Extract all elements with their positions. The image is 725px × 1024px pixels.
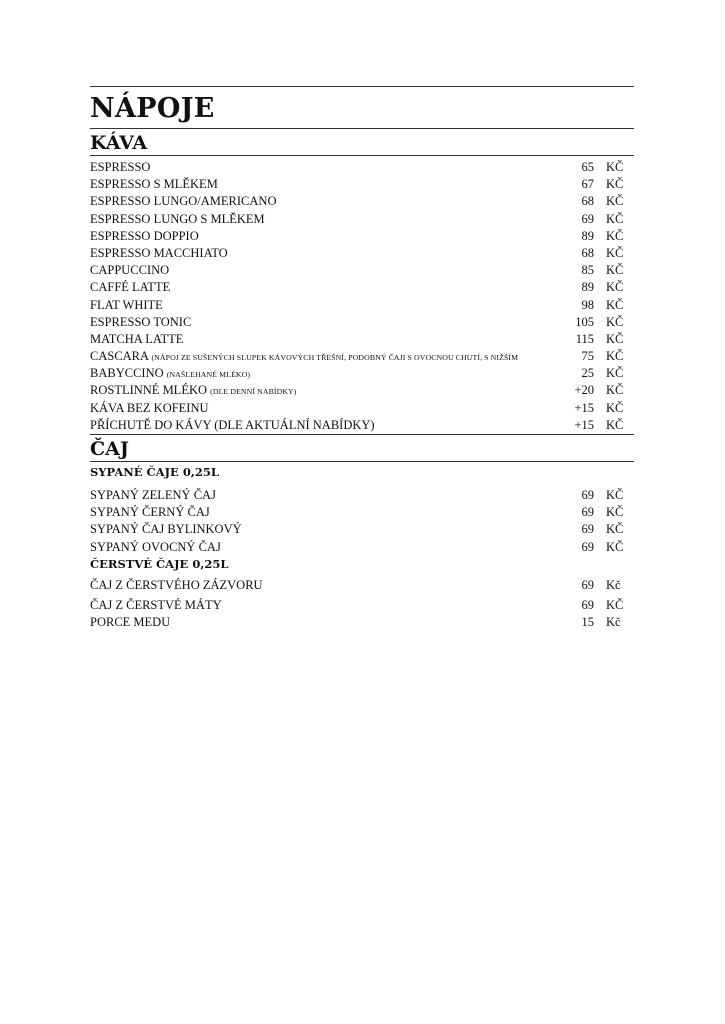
item-name: SYPANÝ ZELENÝ ČAJ <box>90 488 216 502</box>
item-name: ESPRESSO DOPPIO <box>90 228 199 243</box>
item-price: 15 <box>581 615 594 630</box>
item-price: 85 <box>581 263 594 278</box>
item-price: 69 <box>581 597 594 612</box>
item-price: 69 <box>581 488 594 502</box>
item-name: FLAT WHITE <box>90 297 163 312</box>
item-price: 68 <box>581 194 594 209</box>
menu-item-porce-medu <box>90 614 634 631</box>
item-price: 69 <box>581 505 594 520</box>
item-price: +15 <box>574 400 594 415</box>
item-currency: KČ <box>606 383 624 398</box>
menu-item-prichute-do-kavy <box>90 417 634 434</box>
item-name: PŘÍCHUTĚ DO KÁVY (DLE AKTUÁLNÍ NABÍDKY) <box>90 417 375 432</box>
item-price: 68 <box>581 245 594 260</box>
item-currency: KČ <box>606 211 624 226</box>
item-currency: KČ <box>606 177 624 192</box>
item-name: PORCE MEDU <box>90 615 171 630</box>
item-name: SYPANÝ ČERNÝ ČAJ <box>90 505 210 520</box>
menu-page <box>90 86 634 631</box>
menu-item-sypany-caj-bylinkovy <box>90 521 634 538</box>
menu-item-espresso-tonic <box>90 314 634 331</box>
item-name: CASCARA <box>90 349 149 364</box>
menu-item-espresso-s-mlekem <box>90 176 634 193</box>
menu-item-espresso-macchiato <box>90 245 634 262</box>
item-currency: KČ <box>606 228 624 243</box>
menu-item-cappuccino <box>90 262 634 279</box>
item-name: ČAJ Z ČERSTVÉHO ZÁZVORU <box>90 577 263 592</box>
item-name: SYPANÝ OVOCNÝ ČAJ <box>90 539 221 554</box>
item-currency: KČ <box>606 488 624 502</box>
item-currency: KČ <box>606 505 624 520</box>
item-name: ESPRESSO LUNGO/AMERICANO <box>90 194 277 209</box>
kava-section-title: KÁVA <box>90 132 148 154</box>
item-currency: Kč <box>606 615 621 630</box>
item-currency: KČ <box>606 400 624 415</box>
item-name: CAPPUCCINO <box>90 263 170 278</box>
item-name: KÁVA BEZ KOFEINU <box>90 400 209 415</box>
menu-item-caj-z-cerstveho-zazvoru <box>90 577 634 594</box>
page-title: NÁPOJE <box>90 93 215 124</box>
menu-item-espresso-lungo-s-mlekem <box>90 211 634 228</box>
item-price: 69 <box>581 522 594 537</box>
menu-item-flat-white <box>90 297 634 314</box>
item-currency: KČ <box>606 522 624 537</box>
item-name: ROSTLINNÉ MLÉKO <box>90 383 208 398</box>
item-currency: KČ <box>606 194 624 209</box>
item-currency: KČ <box>606 366 624 381</box>
item-name: ESPRESSO TONIC <box>90 314 192 329</box>
item-price: 25 <box>581 366 594 381</box>
item-price: +15 <box>574 417 594 432</box>
caj-divider <box>90 434 634 435</box>
item-price: 89 <box>581 280 594 295</box>
menu-item-sypany-cerny-caj <box>90 504 634 521</box>
item-currency: KČ <box>606 160 624 174</box>
item-name: ESPRESSO <box>90 160 151 174</box>
cerstve-caje-heading: ČERSTVÉ ČAJE 0,25L <box>90 556 229 571</box>
item-currency: KČ <box>606 417 624 432</box>
menu-item-babyccino <box>90 365 634 382</box>
menu-item-sypany-ovocny-caj <box>90 539 634 556</box>
kava-list <box>90 159 634 434</box>
item-currency: Kč <box>606 577 621 592</box>
item-name: BABYCCINO <box>90 366 164 381</box>
item-currency: KČ <box>606 331 624 346</box>
item-currency: KČ <box>606 297 624 312</box>
item-name: ČAJ Z ČERSTVÉ MÁTY <box>90 597 222 612</box>
item-name: ESPRESSO MACCHIATO <box>90 245 228 260</box>
menu-item-espresso-doppio <box>90 228 634 245</box>
sypane-caje-list <box>90 487 634 556</box>
menu-item-matcha-latte <box>90 331 634 348</box>
menu-item-rostlinne-mleko <box>90 382 634 399</box>
top-divider <box>90 86 634 87</box>
item-name: CAFFÉ LATTE <box>90 280 171 295</box>
menu-item-cascara <box>90 348 634 365</box>
item-currency: KČ <box>606 263 624 278</box>
item-price: 67 <box>581 177 594 192</box>
item-note: (NAŠLEHANÉ MLÉKO) <box>166 370 251 380</box>
item-name: SYPANÝ ČAJ BYLINKOVÝ <box>90 522 242 537</box>
item-price: 98 <box>581 297 594 312</box>
menu-item-caj-z-cerstve-maty <box>90 597 634 614</box>
item-currency: KČ <box>606 597 624 612</box>
item-name: ESPRESSO LUNGO S MLĚKEM <box>90 211 265 226</box>
item-currency: KČ <box>606 280 624 295</box>
item-currency: KČ <box>606 245 624 260</box>
item-price: 69 <box>581 211 594 226</box>
menu-item-kava-bez-kofeinu <box>90 400 634 417</box>
menu-item-espresso-lungo-americano <box>90 193 634 210</box>
item-price: 69 <box>581 539 594 554</box>
item-note: (NÁPOJ ZE SUŠENÝCH SLUPEK KÁVOVÝCH TŘEŠNÍ, PODOBNÝ ČAJI S OVOCNOU CHUTÍ, S NIŽŠÍM <box>151 353 519 363</box>
item-price: 75 <box>581 349 594 364</box>
item-price: 115 <box>575 331 594 346</box>
menu-item-sypany-zeleny-caj <box>90 487 634 504</box>
sypane-caje-heading: SYPANÉ ČAJE 0,25L <box>90 465 219 479</box>
item-price: 65 <box>581 160 594 174</box>
item-price: 105 <box>575 314 594 329</box>
item-name: MATCHA LATTE <box>90 331 184 346</box>
item-price: 89 <box>581 228 594 243</box>
cerstve-caje-list <box>90 577 634 632</box>
caj-section-title: ČAJ <box>90 438 129 460</box>
item-currency: KČ <box>606 349 624 364</box>
item-price: +20 <box>574 383 594 398</box>
kava-divider <box>90 128 634 129</box>
item-name: ESPRESSO S MLĚKEM <box>90 177 218 192</box>
menu-item-caffe-latte <box>90 279 634 296</box>
item-currency: KČ <box>606 314 624 329</box>
item-price: 69 <box>581 577 594 592</box>
item-currency: KČ <box>606 539 624 554</box>
item-note: (DLE DENNÍ NABÍDKY) <box>210 387 297 397</box>
menu-item-espresso <box>90 159 634 176</box>
